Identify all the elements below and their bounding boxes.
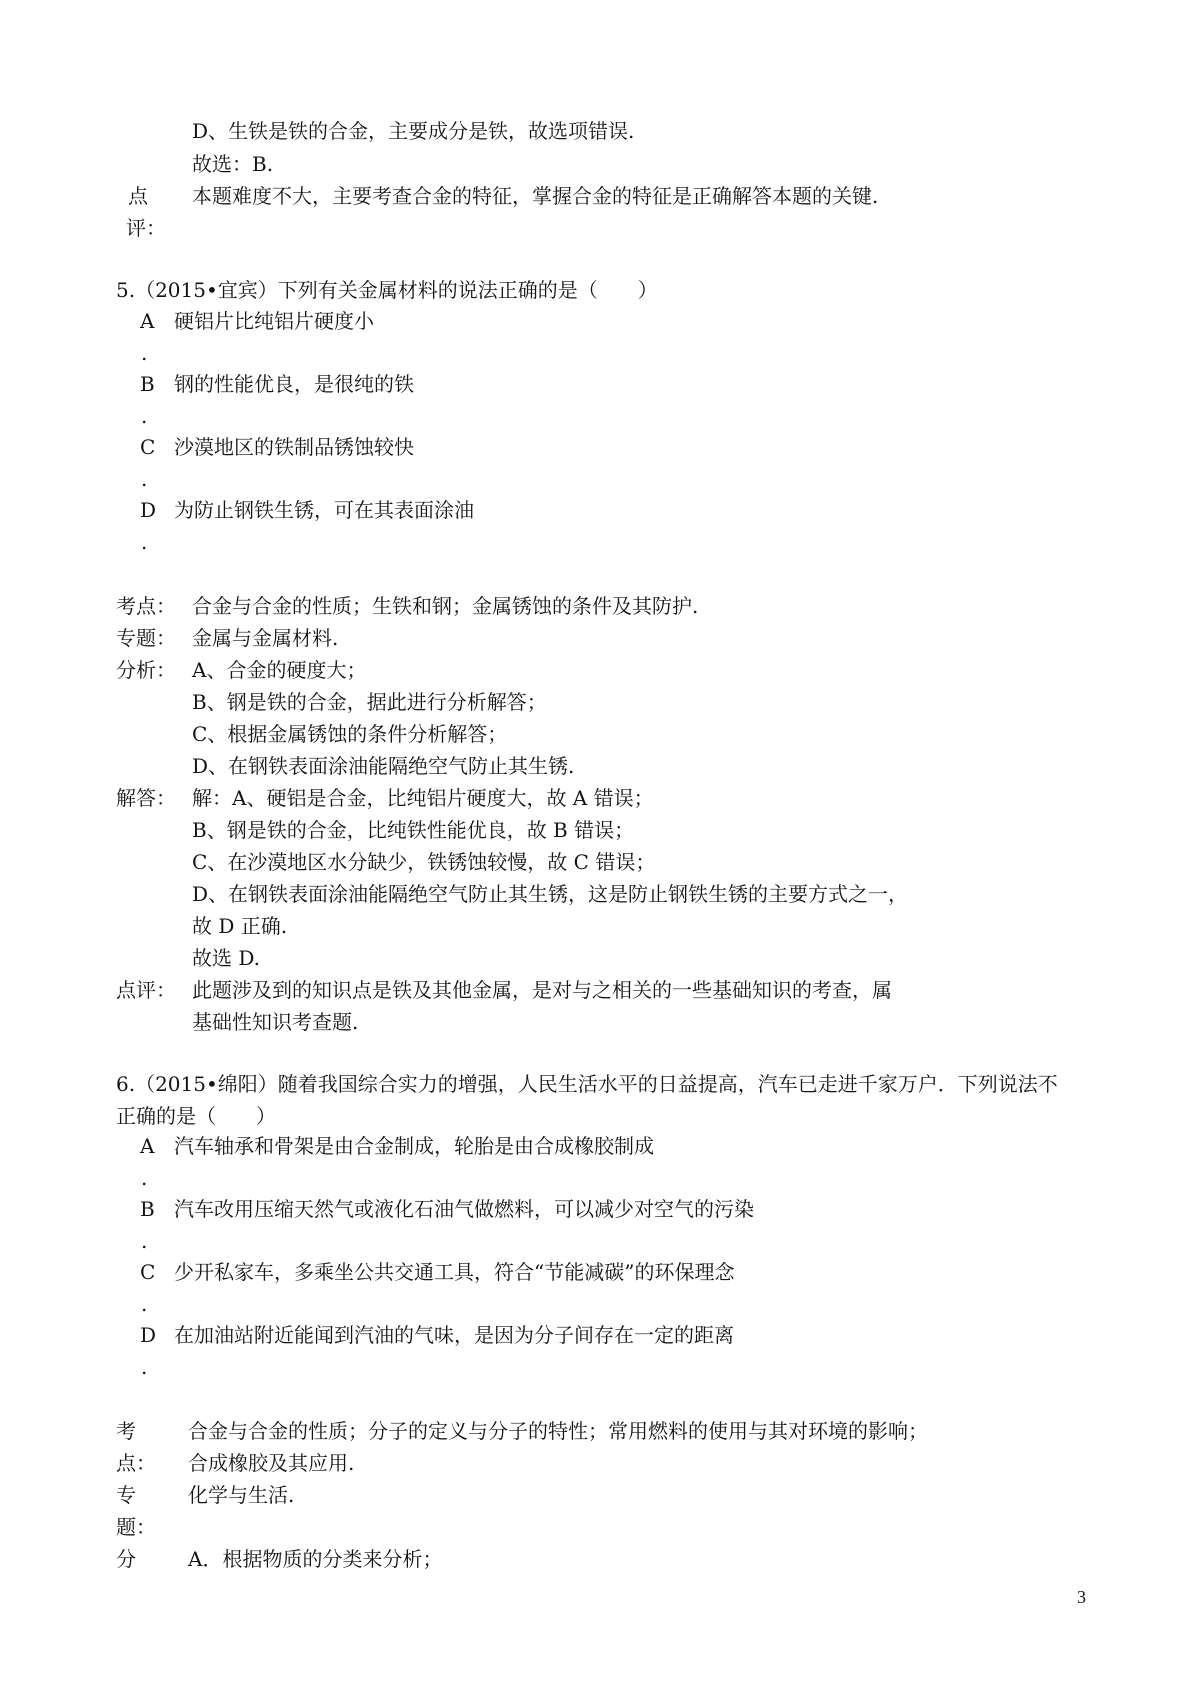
q6-zhuanti: 化学与生活. [188,1483,295,1507]
q5-jieda-line: 故 D 正确. [192,914,288,938]
q4-answer: 故选：B. [192,152,274,176]
q5-option-a-letter: A [140,309,155,333]
q5-option-b-dot: . [141,404,148,428]
q5-fenxi-line: D、在钢铁表面涂油能隔绝空气防止其生锈. [192,754,575,778]
q6-fenxi-label: 分 [116,1547,136,1571]
q5-fenxi-label: 分析： [116,658,176,682]
q6-kaodian-line: 合成橡胶及其应用. [188,1451,355,1475]
q6-zhuanti-label-2: 题： [116,1515,156,1539]
q5-option-c-dot: . [141,467,148,491]
q5-jieda-line: B、钢是铁的合金，比纯铁性能优良，故 B 错误； [192,818,635,842]
q6-option-a-dot: . [141,1166,148,1190]
q6-option-a-letter: A [140,1134,155,1158]
page-number: 3 [1077,1587,1086,1607]
q5-option-d-dot: . [141,530,148,554]
q6-option-d-letter: D [140,1323,157,1347]
q6-option-c-dot: . [141,1292,148,1316]
q6-option-a-text: 汽车轴承和骨架是由合金制成，轮胎是由合成橡胶制成 [174,1134,654,1158]
q6-kaodian-label-2: 点： [116,1451,156,1475]
q5-dianping-label: 点评： [116,978,176,1002]
q5-dianping-line: 此题涉及到的知识点是铁及其他金属，是对与之相关的一些基础知识的考查，属 [192,978,892,1002]
q4-comment: 本题难度不大，主要考查合金的特征，掌握合金的特征是正确解答本题的关键. [192,184,879,208]
q6-stem-line-1: 6.（2015•绵阳）随着我国综合实力的增强，人民生活水平的日益提高，汽车已走进千家万户．下列说法不 [116,1072,1058,1096]
q5-option-d-letter: D [140,498,157,522]
q5-zhuanti: 金属与金属材料. [192,626,339,650]
q6-stem-line-2: 正确的是（ ） [116,1104,276,1128]
q5-jieda-line: C、在沙漠地区水分缺少，铁锈蚀较慢，故 C 错误； [192,850,656,874]
q6-option-d-dot: . [141,1355,148,1379]
q5-fenxi-line: B、钢是铁的合金，据此进行分析解答； [192,690,547,714]
q5-option-d-text: 为防止钢铁生锈，可在其表面涂油 [174,498,474,522]
q5-option-b-text: 钢的性能优良，是很纯的铁 [174,372,414,396]
q6-option-c-text: 少开私家车，多乘坐公共交通工具，符合“节能减碳”的环保理念 [174,1260,735,1284]
q5-jieda-line: 解：A、硬铝是合金，比纯铝片硬度大，故 A 错误； [192,786,654,810]
q6-option-b-text: 汽车改用压缩天然气或液化石油气做燃料，可以减少对空气的污染 [174,1197,754,1221]
q5-option-a-text: 硬铝片比纯铝片硬度小 [174,309,374,333]
q5-option-b-letter: B [140,372,155,396]
q5-stem: 5.（2015•宜宾）下列有关金属材料的说法正确的是（ ） [116,278,658,302]
q5-jieda-line: D、在钢铁表面涂油能隔绝空气防止其生锈，这是防止钢铁生锈的主要方式之一， [192,882,909,906]
q4-option-d-analysis: D、生铁是铁的合金，主要成分是铁，故选项错误. [192,119,635,143]
q6-kaodian-label: 考 [116,1419,136,1443]
q6-option-b-dot: . [141,1229,148,1253]
q6-option-c-letter: C [140,1260,156,1284]
q5-zhuanti-label: 专题： [116,626,176,650]
q5-jieda-label: 解答： [116,786,176,810]
q5-dianping-line: 基础性知识考查题. [192,1010,359,1034]
q5-option-a-dot: . [141,341,148,365]
q4-comment-label-2: 评： [126,216,166,240]
q5-fenxi-line: A、合金的硬度大； [192,658,367,682]
q6-zhuanti-label: 专 [116,1483,136,1507]
q6-fenxi-line: A．根据物质的分类来分析； [188,1547,443,1571]
q4-comment-label: 点 [128,184,148,208]
q5-jieda-line: 故选 D. [192,946,261,970]
q5-kaodian: 合金与合金的性质；生铁和钢；金属锈蚀的条件及其防护. [192,594,699,618]
q5-option-c-text: 沙漠地区的铁制品锈蚀较快 [174,435,414,459]
q6-kaodian-line: 合金与合金的性质；分子的定义与分子的特性；常用燃料的使用与其对环境的影响； [188,1419,928,1443]
q5-kaodian-label: 考点： [116,594,176,618]
q6-option-d-text: 在加油站附近能闻到汽油的气味，是因为分子间存在一定的距离 [174,1323,734,1347]
q5-option-c-letter: C [140,435,156,459]
q6-option-b-letter: B [140,1197,155,1221]
q5-fenxi-line: C、根据金属锈蚀的条件分析解答； [192,722,508,746]
